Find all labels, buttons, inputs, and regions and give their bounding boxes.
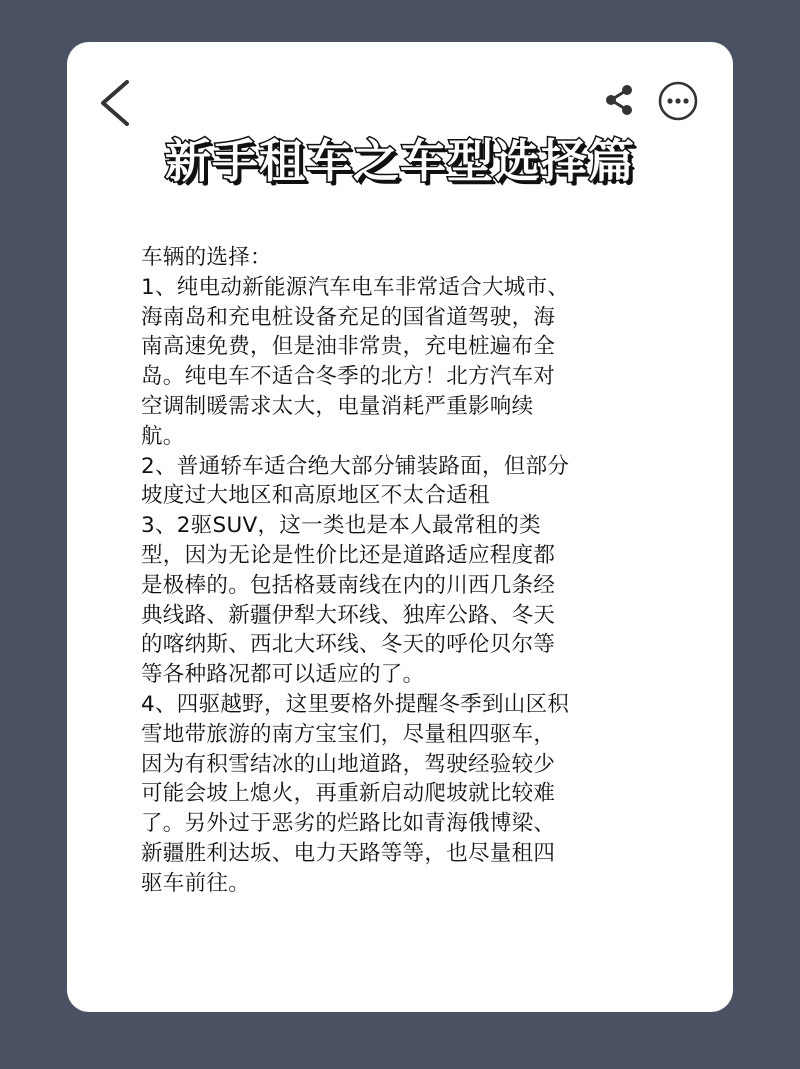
body-line: 3、2驱SUV，这一类也是本人最常租的类 xyxy=(141,513,541,539)
body-line: 岛。纯电车不适合冬季的北方！北方汽车对 xyxy=(141,364,556,390)
post-body xyxy=(141,243,661,899)
body-line: 坡度过大地区和高原地区不太合适租 xyxy=(141,483,490,509)
post-title: 新手租车之车型选择篇 xyxy=(165,134,635,188)
body-line: 航。 xyxy=(141,423,185,449)
back-button[interactable] xyxy=(95,78,135,128)
chevron-left-icon xyxy=(95,78,135,128)
more-horizontal-icon xyxy=(657,80,699,122)
body-line: 4、四驱越野，这里要格外提醒冬季到山区积 xyxy=(141,691,570,717)
body-line: 典线路、新疆伊犁大环线、独库公路、冬天 xyxy=(141,602,556,628)
body-line: 1、纯电动新能源汽车电车非常适合大城市、 xyxy=(141,274,570,300)
body-line: 新疆胜利达坂、电力天路等等，也尽量租四 xyxy=(141,840,556,866)
body-line: 是极棒的。包括格聂南线在内的川西几条经 xyxy=(141,572,556,598)
body-line: 型，因为无论是性价比还是道路适应程度都 xyxy=(141,542,556,568)
share-icon xyxy=(601,82,637,118)
body-line: 空调制暖需求太大，电量消耗严重影响续 xyxy=(141,393,534,419)
more-options-button[interactable] xyxy=(657,80,699,122)
post-card xyxy=(67,42,733,1012)
body-line: 驱车前往。 xyxy=(141,870,251,896)
body-line: 2、普通轿车适合绝大部分铺装路面，但部分 xyxy=(141,453,570,479)
body-line: 可能会坡上熄火，再重新启动爬坡就比较难 xyxy=(141,781,556,807)
body-line: 海南岛和充电桩设备充足的国省道驾驶，海 xyxy=(141,304,556,330)
body-line: 因为有积雪结冰的山地道路，驾驶经验较少 xyxy=(141,751,556,777)
share-button[interactable] xyxy=(601,82,637,118)
body-line: 了。另外过于恶劣的烂路比如青海俄博梁、 xyxy=(141,811,556,837)
body-line: 南高速免费，但是油非常贵，充电桩遍布全 xyxy=(141,334,556,360)
body-line: 等各种路况都可以适应的了。 xyxy=(141,662,425,688)
body-line: 雪地带旅游的南方宝宝们，尽量租四驱车， xyxy=(141,721,556,747)
body-line: 的喀纳斯、西北大环线、冬天的呼伦贝尔等 xyxy=(141,632,556,658)
body-line: 车辆的选择： xyxy=(141,245,272,270)
